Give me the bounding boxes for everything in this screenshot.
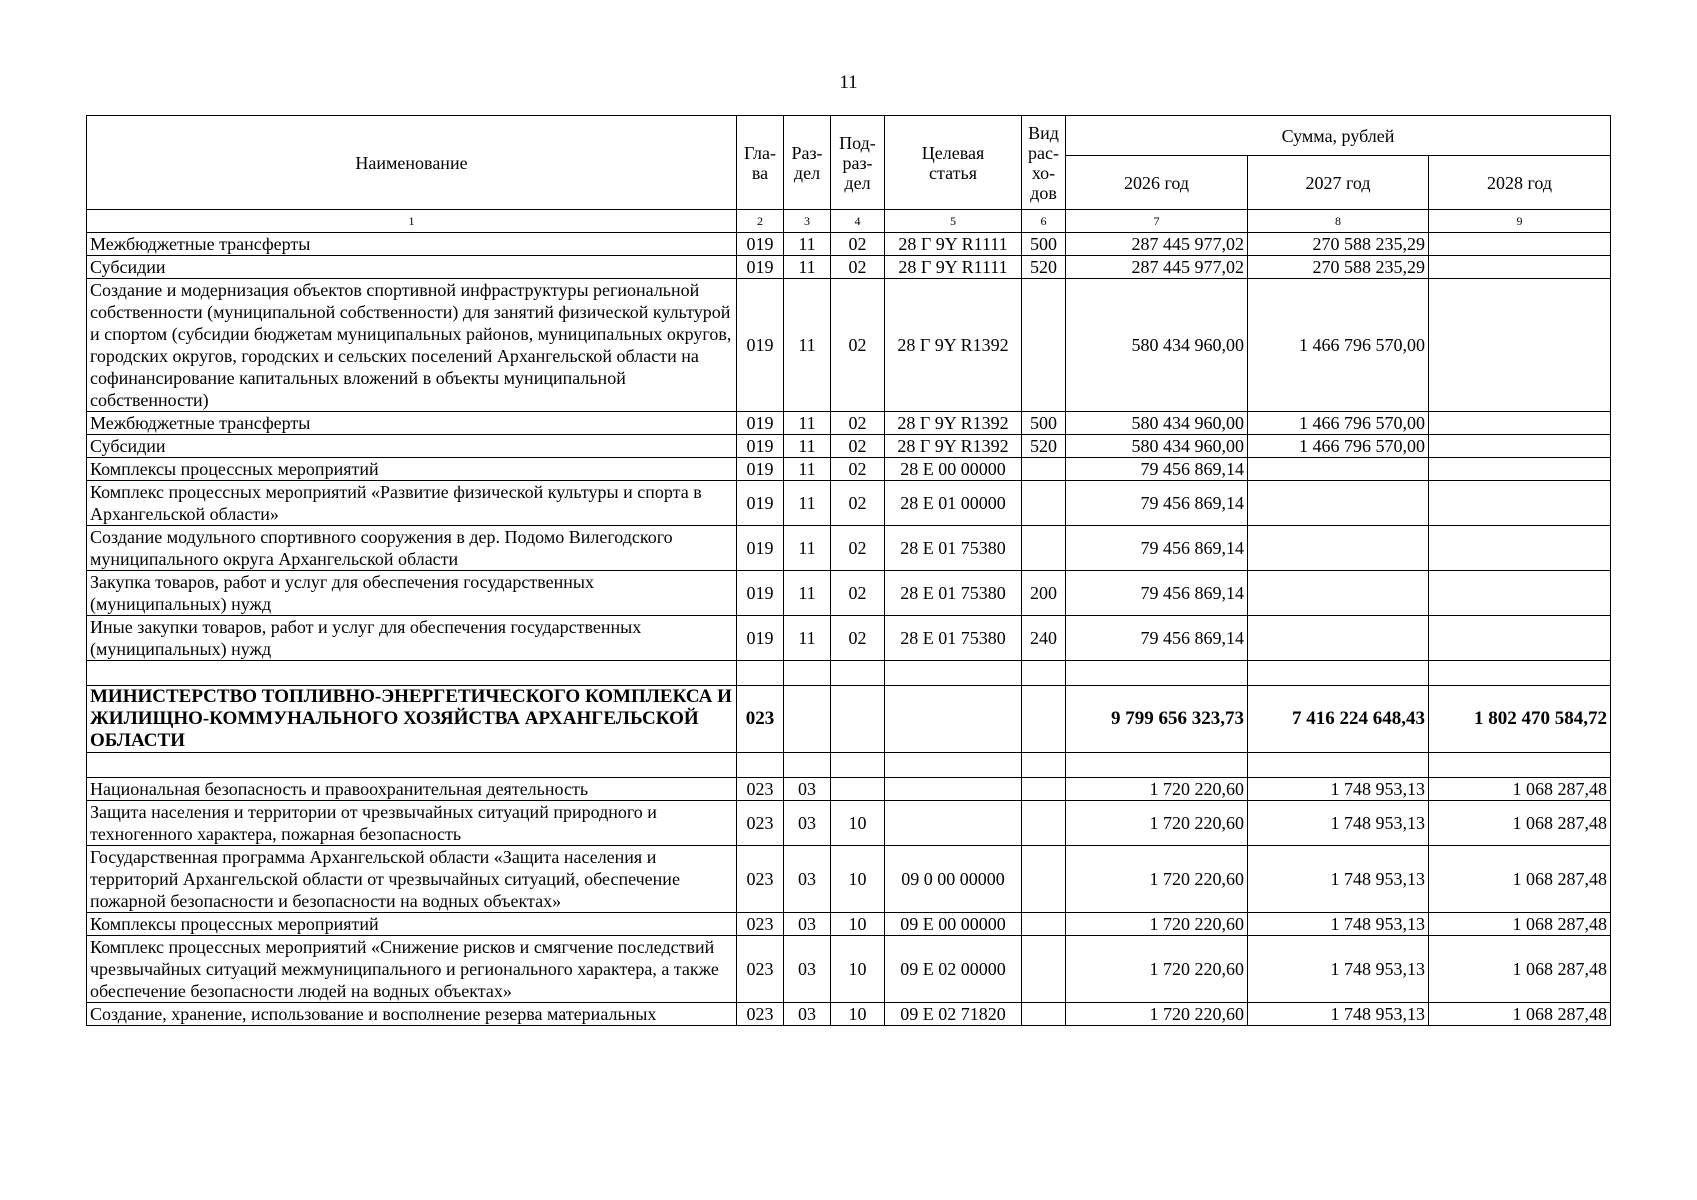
cell-y2027 bbox=[1248, 571, 1429, 616]
table-row bbox=[87, 256, 1611, 279]
empty-cell bbox=[885, 661, 1022, 686]
cell-y2026: 287 445 977,02 bbox=[1066, 256, 1248, 279]
cell-tselevaya: 28 Е 01 00000 bbox=[885, 481, 1022, 526]
ministry-glava: 023 bbox=[737, 686, 784, 753]
cell-y2026: 1 720 220,60 bbox=[1066, 913, 1248, 936]
cell-tselevaya: 28 Е 00 00000 bbox=[885, 458, 1022, 481]
cell-tselevaya: 09 Е 02 71820 bbox=[885, 1003, 1022, 1026]
header-razdel: Раз- дел bbox=[784, 116, 831, 210]
cell-y2027: 1 748 953,13 bbox=[1248, 936, 1429, 1003]
cell-vid bbox=[1022, 778, 1066, 801]
cell-vid bbox=[1022, 481, 1066, 526]
cell-glava: 023 bbox=[737, 778, 784, 801]
cell-y2027: 1 466 796 570,00 bbox=[1248, 412, 1429, 435]
table-row bbox=[87, 571, 1611, 616]
cell-y2026: 580 434 960,00 bbox=[1066, 279, 1248, 412]
cell-podrazdel: 02 bbox=[831, 412, 885, 435]
column-index-cell: 4 bbox=[831, 210, 885, 233]
cell-vid bbox=[1022, 913, 1066, 936]
cell-razdel: 11 bbox=[784, 526, 831, 571]
cell-y2026: 79 456 869,14 bbox=[1066, 481, 1248, 526]
cell-vid: 200 bbox=[1022, 571, 1066, 616]
column-index-cell: 1 bbox=[87, 210, 737, 233]
cell-tselevaya: 28 Г 9Y R1111 bbox=[885, 256, 1022, 279]
cell-podrazdel: 02 bbox=[831, 233, 885, 256]
cell-name: Создание модульного спортивного сооружения в дер. Подомо Вилегодского муниципального округа Архангельской области bbox=[87, 526, 737, 571]
cell-y2027: 1 466 796 570,00 bbox=[1248, 279, 1429, 412]
cell-vid: 500 bbox=[1022, 412, 1066, 435]
cell-y2026: 1 720 220,60 bbox=[1066, 801, 1248, 846]
cell-vid bbox=[1022, 279, 1066, 412]
table-row bbox=[87, 412, 1611, 435]
cell-name: Субсидии bbox=[87, 435, 737, 458]
table-row bbox=[87, 526, 1611, 571]
cell-name: Иные закупки товаров, работ и услуг для обеспечения государственных (муниципальных) нужд bbox=[87, 616, 737, 661]
cell-vid bbox=[1022, 526, 1066, 571]
cell-y2027: 1 748 953,13 bbox=[1248, 846, 1429, 913]
cell-y2028: 1 068 287,48 bbox=[1429, 801, 1611, 846]
ministry-y2026: 9 799 656 323,73 bbox=[1066, 686, 1248, 753]
cell-vid bbox=[1022, 936, 1066, 1003]
cell-podrazdel bbox=[831, 778, 885, 801]
cell-y2027: 1 748 953,13 bbox=[1248, 778, 1429, 801]
cell-name: Комплекс процессных мероприятий «Снижение рисков и смягчение последствий чрезвычайных ситуаций межмуниципального и регионального характера, а также обеспечение безопасности людей на водных объектах» bbox=[87, 936, 737, 1003]
cell-y2028 bbox=[1429, 458, 1611, 481]
empty-cell bbox=[737, 753, 784, 778]
cell-vid: 520 bbox=[1022, 435, 1066, 458]
cell-name: Создание и модернизация объектов спортивной инфраструктуры региональной собственности (муниципальной собственности) для занятий физической культурой и спортом (субсидии бюджетам муниципальных районов, муниципальных округов, городских округов, городских и сельских поселений Архангельской области на софинансирование капитальных вложений в объекты муниципальной собственности) bbox=[87, 279, 737, 412]
cell-glava: 019 bbox=[737, 481, 784, 526]
column-index-cell: 6 bbox=[1022, 210, 1066, 233]
empty-cell bbox=[1022, 661, 1066, 686]
table-row bbox=[87, 936, 1611, 1003]
cell-name: Субсидии bbox=[87, 256, 737, 279]
cell-razdel: 11 bbox=[784, 233, 831, 256]
cell-vid bbox=[1022, 846, 1066, 913]
cell-razdel: 03 bbox=[784, 846, 831, 913]
cell-razdel: 03 bbox=[784, 1003, 831, 1026]
column-index-cell: 9 bbox=[1429, 210, 1611, 233]
table-header bbox=[87, 116, 1611, 210]
cell-y2027: 1 748 953,13 bbox=[1248, 913, 1429, 936]
cell-razdel: 11 bbox=[784, 435, 831, 458]
cell-glava: 023 bbox=[737, 846, 784, 913]
cell-y2028: 1 068 287,48 bbox=[1429, 1003, 1611, 1026]
cell-podrazdel: 10 bbox=[831, 936, 885, 1003]
cell-tselevaya: 09 0 00 00000 bbox=[885, 846, 1022, 913]
cell-podrazdel: 10 bbox=[831, 913, 885, 936]
cell-y2027 bbox=[1248, 481, 1429, 526]
header-name: Наименование bbox=[87, 116, 737, 210]
header-glava: Гла- ва bbox=[737, 116, 784, 210]
cell-glava: 019 bbox=[737, 526, 784, 571]
empty-cell bbox=[885, 686, 1022, 753]
empty-cell bbox=[87, 661, 737, 686]
spacer-row bbox=[87, 661, 1611, 686]
ministry-name: МИНИСТЕРСТВО ТОПЛИВНО-ЭНЕРГЕТИЧЕСКОГО КОМПЛЕКСА И ЖИЛИЩНО-КОММУНАЛЬНОГО ХОЗЯЙСТВА АРХАНГЕЛЬСКОЙ ОБЛАСТИ bbox=[87, 686, 737, 753]
table-body bbox=[87, 210, 1611, 1026]
cell-glava: 019 bbox=[737, 435, 784, 458]
cell-glava: 019 bbox=[737, 256, 784, 279]
cell-tselevaya bbox=[885, 778, 1022, 801]
empty-cell bbox=[1066, 661, 1248, 686]
header-summa: Сумма, рублей bbox=[1066, 116, 1611, 156]
column-index-cell: 7 bbox=[1066, 210, 1248, 233]
cell-podrazdel: 02 bbox=[831, 571, 885, 616]
ministry-y2028: 1 802 470 584,72 bbox=[1429, 686, 1611, 753]
page-number: 11 bbox=[839, 72, 858, 93]
empty-cell bbox=[784, 661, 831, 686]
cell-name: Комплексы процессных мероприятий bbox=[87, 913, 737, 936]
cell-y2028: 1 068 287,48 bbox=[1429, 936, 1611, 1003]
cell-y2028 bbox=[1429, 616, 1611, 661]
empty-cell bbox=[784, 753, 831, 778]
cell-glava: 019 bbox=[737, 571, 784, 616]
cell-name: Государственная программа Архангельской области «Защита населения и территорий Архангельской области от чрезвычайных ситуаций, обеспечение пожарной безопасности и безопасности на водных объектах» bbox=[87, 846, 737, 913]
cell-name: Комплексы процессных мероприятий bbox=[87, 458, 737, 481]
table-row bbox=[87, 481, 1611, 526]
empty-cell bbox=[87, 753, 737, 778]
cell-y2026: 1 720 220,60 bbox=[1066, 846, 1248, 913]
table-row bbox=[87, 616, 1611, 661]
cell-glava: 019 bbox=[737, 616, 784, 661]
cell-vid bbox=[1022, 801, 1066, 846]
cell-y2026: 1 720 220,60 bbox=[1066, 1003, 1248, 1026]
table-row bbox=[87, 233, 1611, 256]
cell-y2027: 1 466 796 570,00 bbox=[1248, 435, 1429, 458]
cell-y2028 bbox=[1429, 526, 1611, 571]
empty-cell bbox=[1022, 686, 1066, 753]
cell-y2028: 1 068 287,48 bbox=[1429, 913, 1611, 936]
cell-name: Защита населения и территории от чрезвычайных ситуаций природного и техногенного характера, пожарная безопасность bbox=[87, 801, 737, 846]
ministry-y2027: 7 416 224 648,43 bbox=[1248, 686, 1429, 753]
cell-y2026: 79 456 869,14 bbox=[1066, 458, 1248, 481]
cell-y2027: 270 588 235,29 bbox=[1248, 256, 1429, 279]
cell-razdel: 11 bbox=[784, 256, 831, 279]
cell-podrazdel: 10 bbox=[831, 801, 885, 846]
table-row bbox=[87, 913, 1611, 936]
empty-cell bbox=[831, 753, 885, 778]
cell-tselevaya: 28 Г 9Y R1111 bbox=[885, 233, 1022, 256]
cell-razdel: 03 bbox=[784, 936, 831, 1003]
cell-podrazdel: 02 bbox=[831, 256, 885, 279]
cell-glava: 019 bbox=[737, 279, 784, 412]
cell-y2028: 1 068 287,48 bbox=[1429, 778, 1611, 801]
cell-y2028 bbox=[1429, 256, 1611, 279]
cell-y2026: 1 720 220,60 bbox=[1066, 778, 1248, 801]
cell-glava: 019 bbox=[737, 458, 784, 481]
cell-name: Межбюджетные трансферты bbox=[87, 233, 737, 256]
table-row bbox=[87, 846, 1611, 913]
cell-tselevaya: 28 Е 01 75380 bbox=[885, 526, 1022, 571]
cell-y2028 bbox=[1429, 233, 1611, 256]
cell-y2028 bbox=[1429, 571, 1611, 616]
column-index-cell: 5 bbox=[885, 210, 1022, 233]
empty-cell bbox=[1066, 753, 1248, 778]
table-row bbox=[87, 435, 1611, 458]
cell-name: Закупка товаров, работ и услуг для обеспечения государственных (муниципальных) нужд bbox=[87, 571, 737, 616]
cell-y2027: 1 748 953,13 bbox=[1248, 801, 1429, 846]
table-row bbox=[87, 778, 1611, 801]
cell-glava: 023 bbox=[737, 801, 784, 846]
cell-y2027: 1 748 953,13 bbox=[1248, 1003, 1429, 1026]
empty-cell bbox=[831, 686, 885, 753]
cell-y2027 bbox=[1248, 458, 1429, 481]
cell-y2026: 1 720 220,60 bbox=[1066, 936, 1248, 1003]
cell-podrazdel: 02 bbox=[831, 526, 885, 571]
table-row bbox=[87, 458, 1611, 481]
cell-vid: 520 bbox=[1022, 256, 1066, 279]
cell-podrazdel: 02 bbox=[831, 279, 885, 412]
cell-glava: 019 bbox=[737, 412, 784, 435]
header-year-2028: 2028 год bbox=[1429, 156, 1611, 210]
cell-y2027 bbox=[1248, 616, 1429, 661]
cell-y2028: 1 068 287,48 bbox=[1429, 846, 1611, 913]
cell-tselevaya: 09 Е 00 00000 bbox=[885, 913, 1022, 936]
cell-podrazdel: 02 bbox=[831, 458, 885, 481]
cell-vid: 240 bbox=[1022, 616, 1066, 661]
empty-cell bbox=[831, 661, 885, 686]
cell-y2026: 287 445 977,02 bbox=[1066, 233, 1248, 256]
empty-cell bbox=[1429, 661, 1611, 686]
cell-y2028 bbox=[1429, 279, 1611, 412]
cell-y2026: 79 456 869,14 bbox=[1066, 571, 1248, 616]
cell-razdel: 11 bbox=[784, 571, 831, 616]
cell-podrazdel: 02 bbox=[831, 616, 885, 661]
header-vid: Вид рас- хо- дов bbox=[1022, 116, 1066, 210]
cell-razdel: 03 bbox=[784, 801, 831, 846]
cell-tselevaya: 28 Е 01 75380 bbox=[885, 571, 1022, 616]
empty-cell bbox=[1248, 661, 1429, 686]
cell-podrazdel: 02 bbox=[831, 435, 885, 458]
cell-vid bbox=[1022, 458, 1066, 481]
cell-razdel: 03 bbox=[784, 913, 831, 936]
empty-cell bbox=[885, 753, 1022, 778]
empty-cell bbox=[1248, 753, 1429, 778]
table-row bbox=[87, 801, 1611, 846]
column-index-cell: 8 bbox=[1248, 210, 1429, 233]
cell-glava: 023 bbox=[737, 913, 784, 936]
column-index-row bbox=[87, 210, 1611, 233]
cell-glava: 019 bbox=[737, 233, 784, 256]
cell-razdel: 11 bbox=[784, 458, 831, 481]
empty-cell bbox=[784, 686, 831, 753]
cell-name: Комплекс процессных мероприятий «Развитие физической культуры и спорта в Архангельской области» bbox=[87, 481, 737, 526]
cell-y2028 bbox=[1429, 435, 1611, 458]
cell-glava: 023 bbox=[737, 936, 784, 1003]
header-year-2027: 2027 год bbox=[1248, 156, 1429, 210]
cell-y2026: 580 434 960,00 bbox=[1066, 412, 1248, 435]
cell-vid bbox=[1022, 1003, 1066, 1026]
cell-podrazdel: 02 bbox=[831, 481, 885, 526]
cell-y2028 bbox=[1429, 481, 1611, 526]
cell-y2027 bbox=[1248, 526, 1429, 571]
cell-razdel: 11 bbox=[784, 481, 831, 526]
column-index-cell: 3 bbox=[784, 210, 831, 233]
cell-tselevaya: 28 Е 01 75380 bbox=[885, 616, 1022, 661]
header-year-2026: 2026 год bbox=[1066, 156, 1248, 210]
cell-vid: 500 bbox=[1022, 233, 1066, 256]
cell-y2026: 79 456 869,14 bbox=[1066, 616, 1248, 661]
cell-podrazdel: 10 bbox=[831, 846, 885, 913]
empty-cell bbox=[1429, 753, 1611, 778]
cell-tselevaya: 09 Е 02 00000 bbox=[885, 936, 1022, 1003]
header-podrazdel: Под- раз- дел bbox=[831, 116, 885, 210]
cell-name: Национальная безопасность и правоохранительная деятельность bbox=[87, 778, 737, 801]
table-row bbox=[87, 1003, 1611, 1026]
empty-cell bbox=[1022, 753, 1066, 778]
cell-podrazdel: 10 bbox=[831, 1003, 885, 1026]
spacer-row bbox=[87, 753, 1611, 778]
cell-tselevaya: 28 Г 9Y R1392 bbox=[885, 279, 1022, 412]
cell-y2028 bbox=[1429, 412, 1611, 435]
cell-tselevaya bbox=[885, 801, 1022, 846]
cell-razdel: 03 bbox=[784, 778, 831, 801]
ministry-row bbox=[87, 686, 1611, 753]
budget-table bbox=[86, 115, 1611, 1026]
cell-y2026: 79 456 869,14 bbox=[1066, 526, 1248, 571]
cell-glava: 023 bbox=[737, 1003, 784, 1026]
empty-cell bbox=[737, 661, 784, 686]
cell-razdel: 11 bbox=[784, 616, 831, 661]
table-row bbox=[87, 279, 1611, 412]
cell-tselevaya: 28 Г 9Y R1392 bbox=[885, 435, 1022, 458]
column-index-cell: 2 bbox=[737, 210, 784, 233]
cell-name: Создание, хранение, использование и восполнение резерва материальных bbox=[87, 1003, 737, 1026]
cell-tselevaya: 28 Г 9Y R1392 bbox=[885, 412, 1022, 435]
cell-y2026: 580 434 960,00 bbox=[1066, 435, 1248, 458]
cell-y2027: 270 588 235,29 bbox=[1248, 233, 1429, 256]
cell-razdel: 11 bbox=[784, 412, 831, 435]
cell-razdel: 11 bbox=[784, 279, 831, 412]
cell-name: Межбюджетные трансферты bbox=[87, 412, 737, 435]
header-tselevaya: Целевая статья bbox=[885, 116, 1022, 210]
